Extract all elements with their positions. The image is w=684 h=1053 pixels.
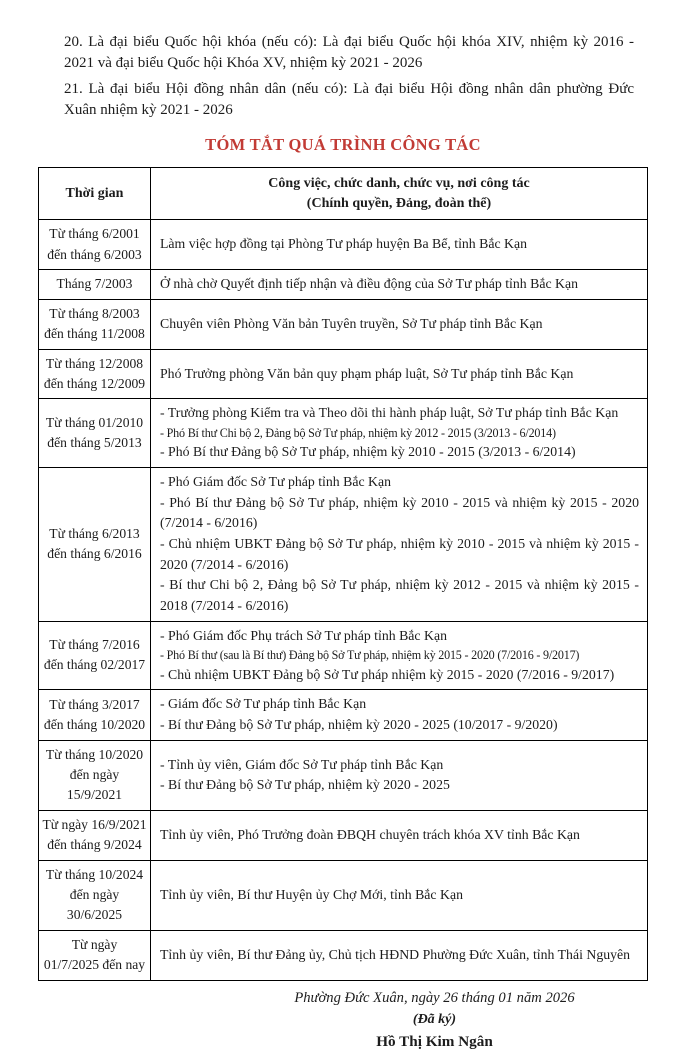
time-line: đến tháng 10/2020 (43, 716, 146, 732)
table-row (39, 349, 648, 399)
time-cell (39, 860, 151, 930)
time-line: Từ tháng 6/2001 (49, 226, 140, 242)
time-cell (39, 349, 151, 399)
time-line: đến tháng 12/2009 (43, 376, 146, 392)
time-cell (39, 690, 151, 740)
time-cell (39, 467, 151, 621)
time-line: Từ tháng 10/2024 (45, 866, 144, 882)
duty-line: - Bí thư Đảng bộ Sở Tư pháp, nhiệm kỳ 2020 - 2025 (10/2017 - 9/2020) (160, 716, 558, 732)
duty-cell (151, 399, 648, 468)
time-line: đến ngày 30/6/2025 (66, 886, 123, 923)
time-line: Từ tháng 6/2013 (49, 525, 140, 541)
time-line: đến tháng 02/2017 (43, 657, 146, 673)
duty-line: Tỉnh ủy viên, Bí thư Huyện ủy Chợ Mới, tỉnh Bắc Kạn (160, 886, 463, 902)
duty-cell (151, 621, 648, 690)
time-line: đến tháng 9/2024 (47, 837, 142, 853)
time-cell (39, 621, 151, 690)
duty-cell (151, 270, 648, 300)
duty-line: Làm việc hợp đồng tại Phòng Tư pháp huyện Ba Bể, tỉnh Bắc Kạn (160, 236, 528, 252)
duty-line: - Bí thư Đảng bộ Sở Tư pháp, nhiệm kỳ 2020 - 2025 (160, 777, 450, 793)
duty-cell (151, 810, 648, 860)
duty-cell (151, 740, 648, 810)
col-header-duties-line2: (Chính quyền, Đảng, đoàn thể) (306, 195, 492, 211)
table-row (39, 270, 648, 300)
duty-line: Phó Trưởng phòng Văn bản quy phạm pháp luật, Sở Tư pháp tỉnh Bắc Kạn (160, 365, 574, 381)
time-line: Từ tháng 3/2017 (49, 696, 140, 712)
signed-note: (Đã ký) (412, 1011, 457, 1027)
table-row (39, 740, 648, 810)
duty-line: - Tỉnh ủy viên, Giám đốc Sở Tư pháp tỉnh Bắc Kạn (160, 756, 444, 772)
time-line: Từ tháng 8/2003 (49, 305, 140, 321)
intro-section (38, 32, 648, 121)
place-date: Phường Đức Xuân, ngày 26 tháng 01 năm 2026 (294, 989, 575, 1006)
time-line: Từ tháng 7/2016 (49, 637, 140, 653)
career-table (38, 167, 648, 980)
time-line: Tháng 7/2003 (56, 276, 133, 292)
table-row (39, 860, 648, 930)
table-row (39, 810, 648, 860)
table-row (39, 220, 648, 270)
time-line: Từ tháng 01/2010 (45, 414, 144, 430)
table-row (39, 621, 648, 690)
duty-line: Ở nhà chờ Quyết định tiếp nhận và điều động của Sở Tư pháp tỉnh Bắc Kạn (160, 276, 579, 292)
time-line: đến tháng 11/2008 (44, 326, 145, 342)
duty-cell (151, 467, 648, 621)
table-row (39, 299, 648, 349)
time-line: đến tháng 6/2016 (47, 546, 142, 562)
time-line: đến tháng 6/2003 (47, 246, 142, 262)
duty-line: Tỉnh ủy viên, Phó Trưởng đoàn ĐBQH chuyên trách khóa XV tỉnh Bắc Kạn (160, 826, 580, 842)
col-header-duties (151, 168, 648, 220)
duty-line: - Phó Bí thư Đảng bộ Sở Tư pháp, nhiệm kỳ 2010 - 2015 (3/2013 - 6/2014) (160, 444, 576, 460)
time-line: Từ ngày 16/9/2021 (42, 816, 147, 832)
time-cell (39, 930, 151, 980)
intro-paragraph: 20. Là đại biểu Quốc hội khóa (nếu có): Là đại biểu Quốc hội khóa XIV, nhiệm kỳ 2016 - 2021 và đại biểu Quốc hội Khóa XV, nhiệm kỳ 2021 - 2026 (64, 34, 634, 72)
time-cell (39, 810, 151, 860)
time-cell (39, 299, 151, 349)
time-line: Từ tháng 12/2008 (45, 355, 144, 371)
time-line: đến ngày 15/9/2021 (66, 767, 123, 803)
duty-line: - Chủ nhiệm UBKT Đảng bộ Sở Tư pháp nhiệm kỳ 2015 - 2020 (7/2016 - 9/2017) (160, 666, 615, 682)
time-cell (39, 220, 151, 270)
duty-cell (151, 220, 648, 270)
duty-line: Chuyên viên Phòng Văn bản Tuyên truyền, Sở Tư pháp tỉnh Bắc Kạn (160, 315, 543, 331)
duty-line: - Bí thư Chi bộ 2, Đảng bộ Sở Tư pháp, nhiệm kỳ 2012 - 2015 và nhiệm kỳ 2015 - 2018 (7/2014 - 6/2016) (160, 577, 639, 614)
time-cell (39, 399, 151, 468)
time-cell (39, 740, 151, 810)
signer-name: Hồ Thị Kim Ngân (376, 1032, 493, 1050)
duty-line: - Trưởng phòng Kiểm tra và Theo dõi thi hành pháp luật, Sở Tư pháp tỉnh Bắc Kạn (160, 405, 619, 421)
table-row (39, 690, 648, 740)
table-header-row (39, 168, 648, 220)
duty-cell (151, 349, 648, 399)
time-line: đến tháng 5/2013 (47, 435, 142, 451)
duty-line: - Phó Bí thư Chi bộ 2, Đảng bộ Sở Tư pháp, nhiệm kỳ 2012 - 2015 (3/2013 - 6/2014) (160, 426, 556, 441)
time-line: Từ tháng 10/2020 (45, 746, 144, 762)
duty-cell (151, 930, 648, 980)
duty-line: - Chủ nhiệm UBKT Đảng bộ Sở Tư pháp, nhiệm kỳ 2010 - 2015 và nhiệm kỳ 2015 - 2020 (7/2014 - 6/2016) (160, 535, 639, 572)
col-header-time: Thời gian (39, 168, 151, 220)
page-title: TÓM TẮT QUÁ TRÌNH CÔNG TÁC (205, 135, 481, 155)
intro-paragraph: 21. Là đại biểu Hội đồng nhân dân (nếu có): Là đại biểu Hội đồng nhân dân phường Đức Xuân nhiệm kỳ 2021 - 2026 (64, 80, 634, 118)
duty-line: - Phó Giám đốc Sở Tư pháp tỉnh Bắc Kạn (160, 473, 392, 489)
time-line: Từ ngày (71, 936, 118, 952)
table-row (39, 399, 648, 468)
time-cell (39, 270, 151, 300)
duty-line: - Phó Giám đốc Phụ trách Sở Tư pháp tỉnh Bắc Kạn (160, 627, 447, 643)
signature-block (258, 988, 612, 1053)
duty-line: - Giám đốc Sở Tư pháp tỉnh Bắc Kạn (160, 696, 367, 712)
time-line: 01/7/2025 đến nay (43, 957, 146, 973)
duty-line: Tỉnh ủy viên, Bí thư Đảng ủy, Chủ tịch HĐND Phường Đức Xuân, tỉnh Thái Nguyên (160, 946, 631, 962)
table-row (39, 467, 648, 621)
duty-cell (151, 690, 648, 740)
table-row (39, 930, 648, 980)
duty-cell (151, 860, 648, 930)
col-header-duties-line1: Công việc, chức danh, chức vụ, nơi công tác (268, 176, 530, 192)
duty-line: - Phó Bí thư (sau là Bí thư) Đảng bộ Sở Tư pháp, nhiệm kỳ 2015 - 2020 (7/2016 - 9/2017) (160, 648, 580, 663)
duty-cell (151, 299, 648, 349)
duty-line: - Phó Bí thư Đảng bộ Sở Tư pháp, nhiệm kỳ 2010 - 2015 và nhiệm kỳ 2015 - 2020 (7/2014 - 6/2016) (160, 494, 639, 531)
